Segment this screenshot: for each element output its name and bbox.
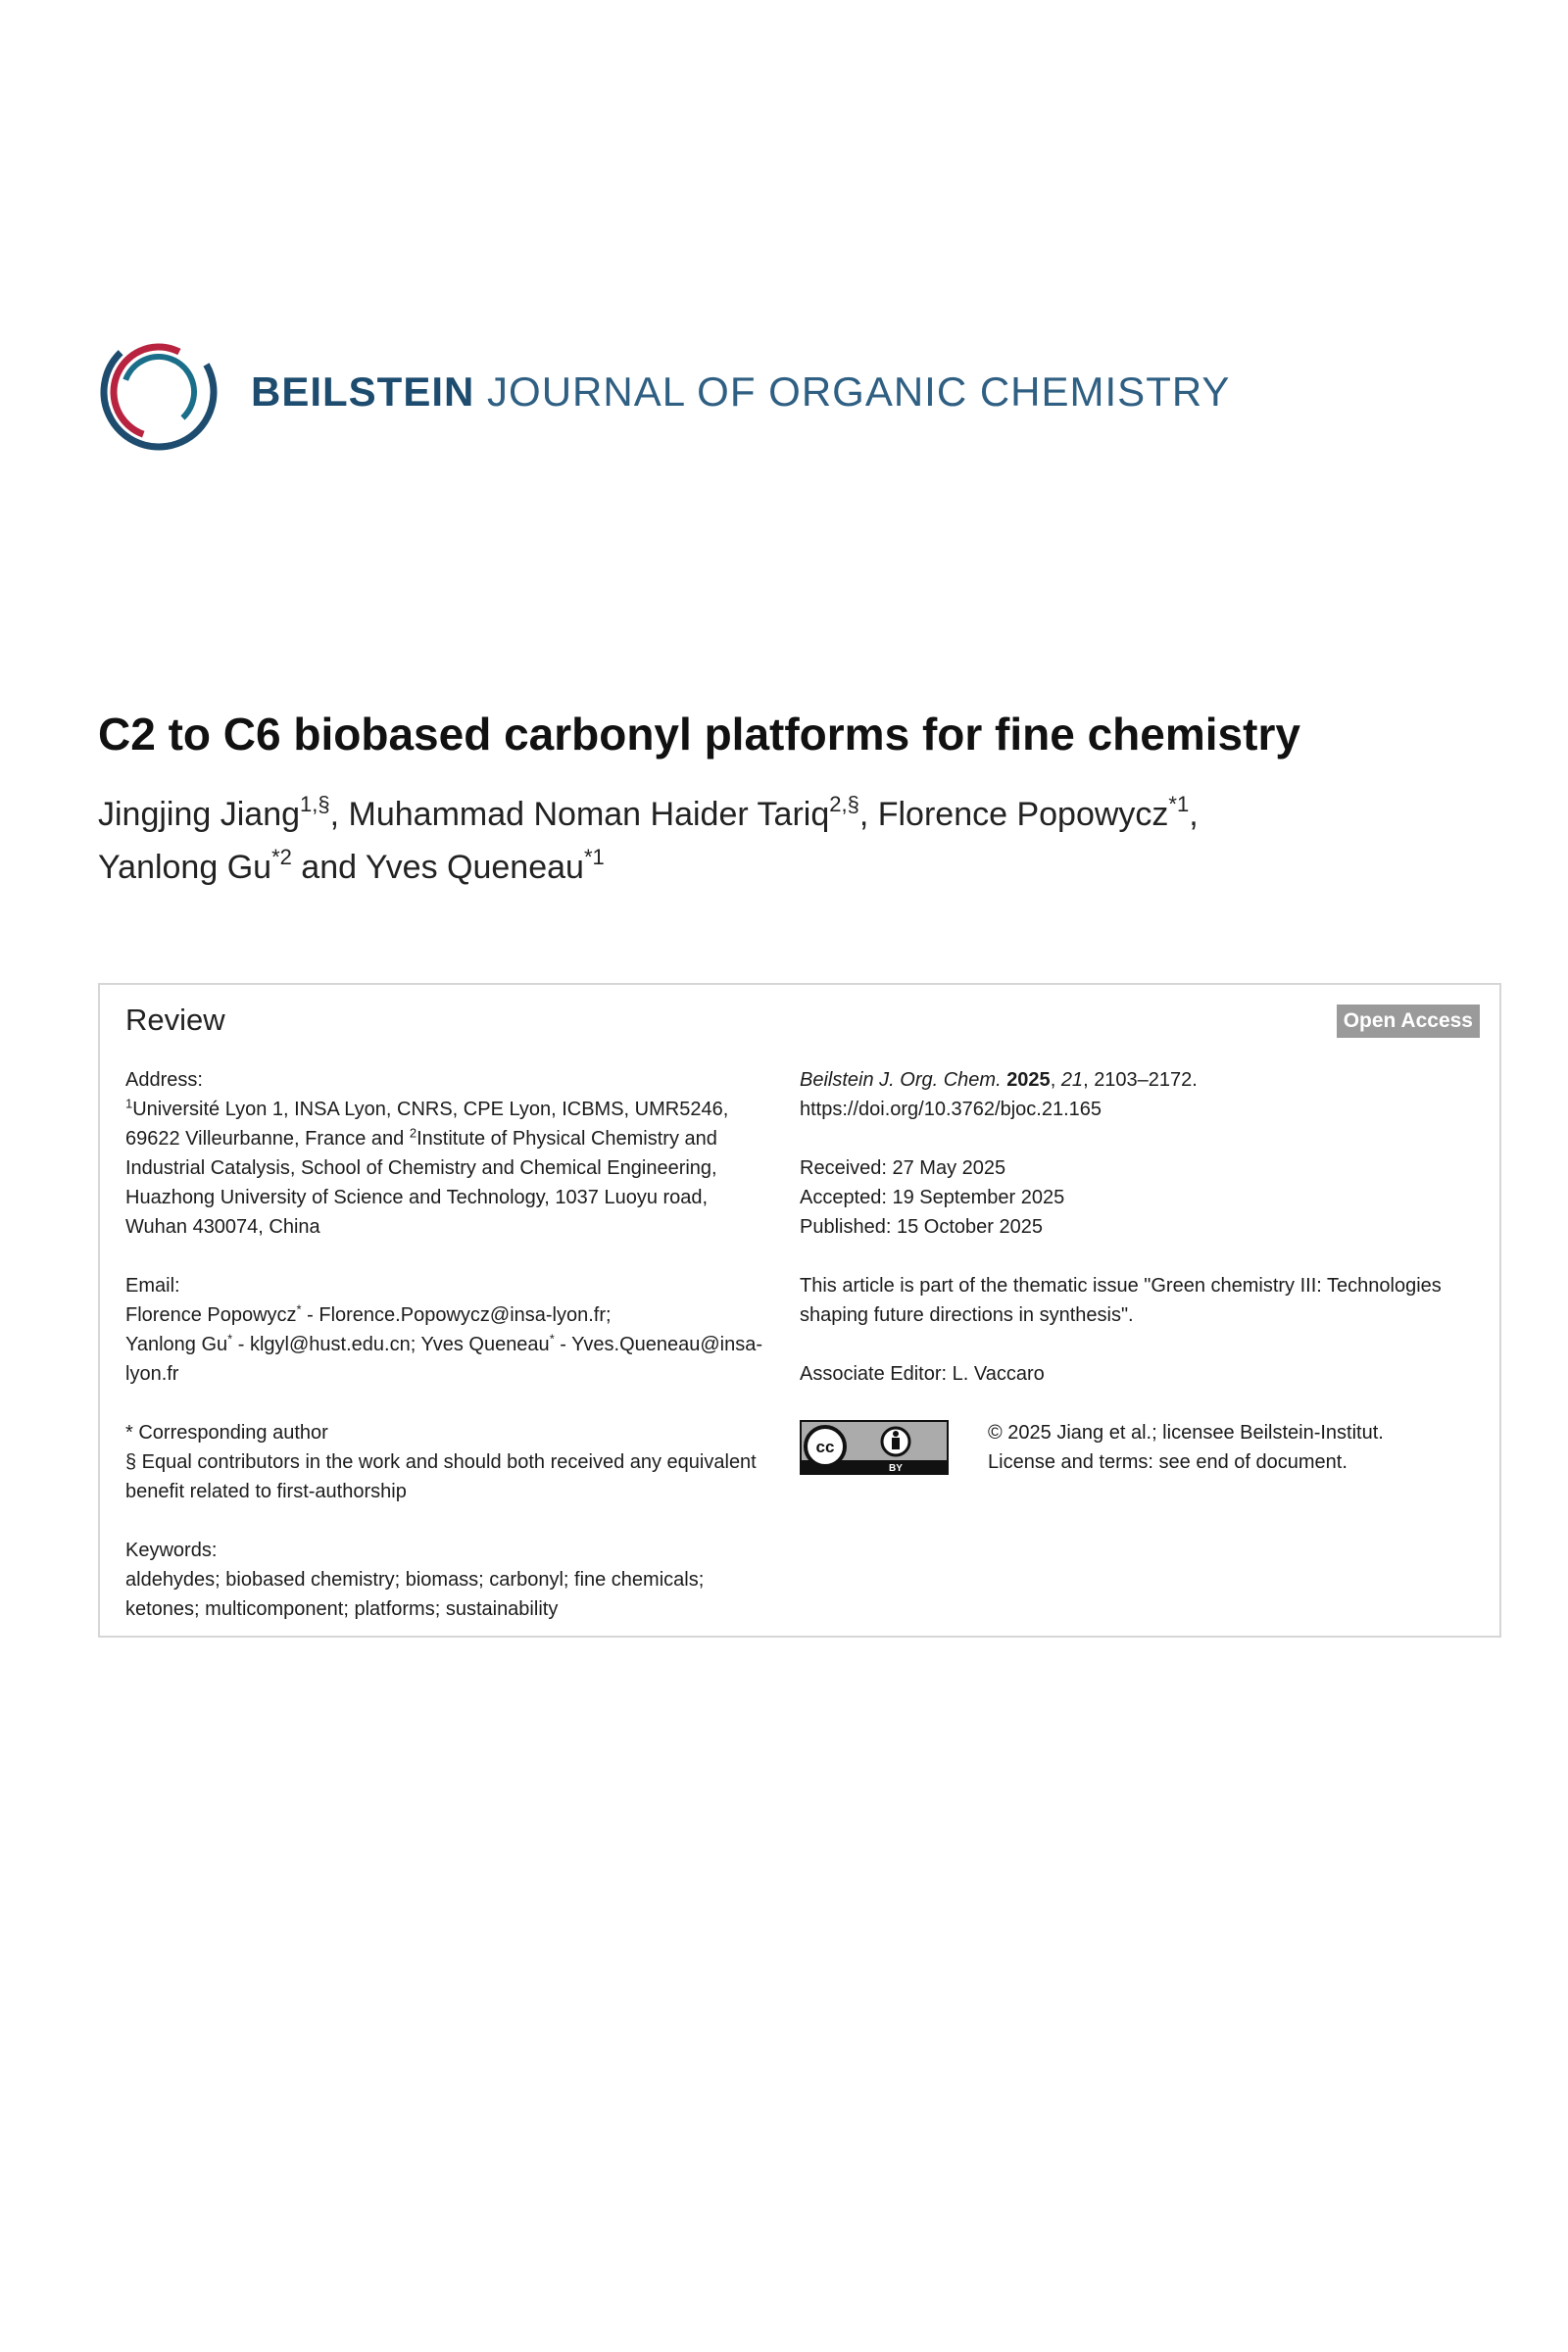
author-name: Muhammad Noman Haider Tariq xyxy=(348,796,830,833)
license-terms-line[interactable]: License and terms: see end of document. xyxy=(988,1451,1348,1473)
thematic-issue-text: This article is part of the thematic issue "Green chemistry III: Technologies shaping future directions in synthesis". xyxy=(800,1275,1442,1326)
license-row xyxy=(800,1418,1476,1477)
author-name: Jingjing Jiang xyxy=(98,796,301,833)
journal-brand: BEILSTEIN xyxy=(251,368,475,415)
author-name: Florence Popowycz xyxy=(877,796,1169,833)
beilstein-logo-icon xyxy=(98,331,220,453)
author-affiliation-mark: 2,§ xyxy=(829,791,859,816)
open-access-badge: Open Access xyxy=(1337,1004,1480,1038)
citation-pages: 2103–2172. xyxy=(1094,1069,1198,1091)
author-affiliation-mark: *1 xyxy=(1168,791,1190,816)
author-list xyxy=(98,788,1470,894)
email-address-link[interactable]: - Florence.Popowycz@insa-lyon.fr; xyxy=(301,1304,612,1326)
journal-header xyxy=(98,331,1230,453)
associate-editor: Associate Editor: L. Vaccaro xyxy=(800,1363,1045,1385)
author-name: Yanlong Gu xyxy=(98,849,272,886)
author-separator: , xyxy=(1189,796,1199,833)
email-author-name: Florence Popowycz xyxy=(125,1304,297,1326)
email-block xyxy=(125,1271,772,1389)
corresponding-mark: * xyxy=(296,1301,302,1317)
published-date: Published: 15 October 2025 xyxy=(800,1216,1043,1238)
citation-year: 2025 xyxy=(1006,1069,1051,1091)
author-separator: , xyxy=(329,796,349,833)
author-separator: , xyxy=(858,796,878,833)
address-block xyxy=(125,1065,772,1242)
corresponding-author-note: * Corresponding author xyxy=(125,1422,328,1444)
corresponding-mark: * xyxy=(549,1331,555,1347)
dates-block xyxy=(800,1153,1476,1242)
email-address-link[interactable]: - Yves.Queneau@insa-lyon.fr xyxy=(125,1334,763,1385)
info-right-column xyxy=(800,1065,1476,1477)
received-date: Received: 27 May 2025 xyxy=(800,1157,1006,1179)
author-affiliation-mark: 1,§ xyxy=(300,791,330,816)
email-text xyxy=(125,1300,772,1389)
info-left-column xyxy=(125,1065,772,1653)
author-separator: and xyxy=(291,849,366,886)
author-affiliation-mark: *2 xyxy=(271,844,292,869)
author-affiliation-mark: *1 xyxy=(583,844,605,869)
journal-name xyxy=(251,368,1230,416)
address-label: Address: xyxy=(125,1069,203,1091)
editor-block xyxy=(800,1359,1476,1389)
keywords-label: Keywords: xyxy=(125,1540,218,1561)
copyright-line: © 2025 Jiang et al.; licensee Beilstein-Institut. xyxy=(988,1422,1384,1444)
author-name: Yves Queneau xyxy=(365,849,584,886)
article-type-label: Review xyxy=(125,1003,225,1037)
citation-volume: 21 xyxy=(1060,1069,1084,1091)
doi-link[interactable]: https://doi.org/10.3762/bjoc.21.165 xyxy=(800,1099,1102,1120)
email-address-link[interactable]: - klgyl@hust.edu.cn; xyxy=(232,1334,421,1355)
email-label: Email: xyxy=(125,1275,180,1297)
article-info-box xyxy=(98,983,1501,1638)
cc-by-license-icon[interactable] xyxy=(800,1420,949,1475)
equal-contributors-note: § Equal contributors in the work and should both received any equivalent benefit related to first-authorship xyxy=(125,1451,757,1502)
email-author-name: Yves Queneau xyxy=(420,1334,550,1355)
keywords-text: aldehydes; biobased chemistry; biomass; carbonyl; fine chemicals; ketones; multicomponent; platforms; sustainability xyxy=(125,1569,705,1620)
journal-name-rest: JOURNAL OF ORGANIC CHEMISTRY xyxy=(487,368,1231,415)
citation-block xyxy=(800,1065,1476,1124)
email-author-name: Yanlong Gu xyxy=(125,1334,228,1355)
accepted-date: Accepted: 19 September 2025 xyxy=(800,1187,1065,1208)
affiliation-mark: 1 xyxy=(125,1096,133,1111)
affiliation-1: Université Lyon 1, INSA Lyon, CNRS, CPE Lyon, ICBMS, UMR5246, 69622 Villeurbanne, France and xyxy=(125,1099,729,1150)
journal-abbreviation: Beilstein J. Org. Chem. xyxy=(800,1069,1002,1091)
address-text xyxy=(125,1095,772,1242)
affiliation-mark: 2 xyxy=(409,1125,417,1141)
thematic-issue-block xyxy=(800,1271,1476,1330)
article-title: C2 to C6 biobased carbonyl platforms for fine chemistry xyxy=(98,709,1300,760)
notes-block xyxy=(125,1418,772,1506)
citation-line: Beilstein J. Org. Chem. 2025, 21, 2103–2172. xyxy=(800,1069,1198,1091)
affiliation-2: Institute of Physical Chemistry and Industrial Catalysis, School of Chemistry and Chemical Engineering, Huazhong University of Science and Technology, 1037 Luoyu road, Wuhan 430074, China xyxy=(125,1128,717,1238)
cc-badge-label: cc xyxy=(815,1438,835,1456)
by-badge-label: BY xyxy=(889,1463,903,1474)
corresponding-mark: * xyxy=(227,1331,233,1347)
keywords-block xyxy=(125,1536,772,1624)
license-text xyxy=(988,1418,1384,1477)
